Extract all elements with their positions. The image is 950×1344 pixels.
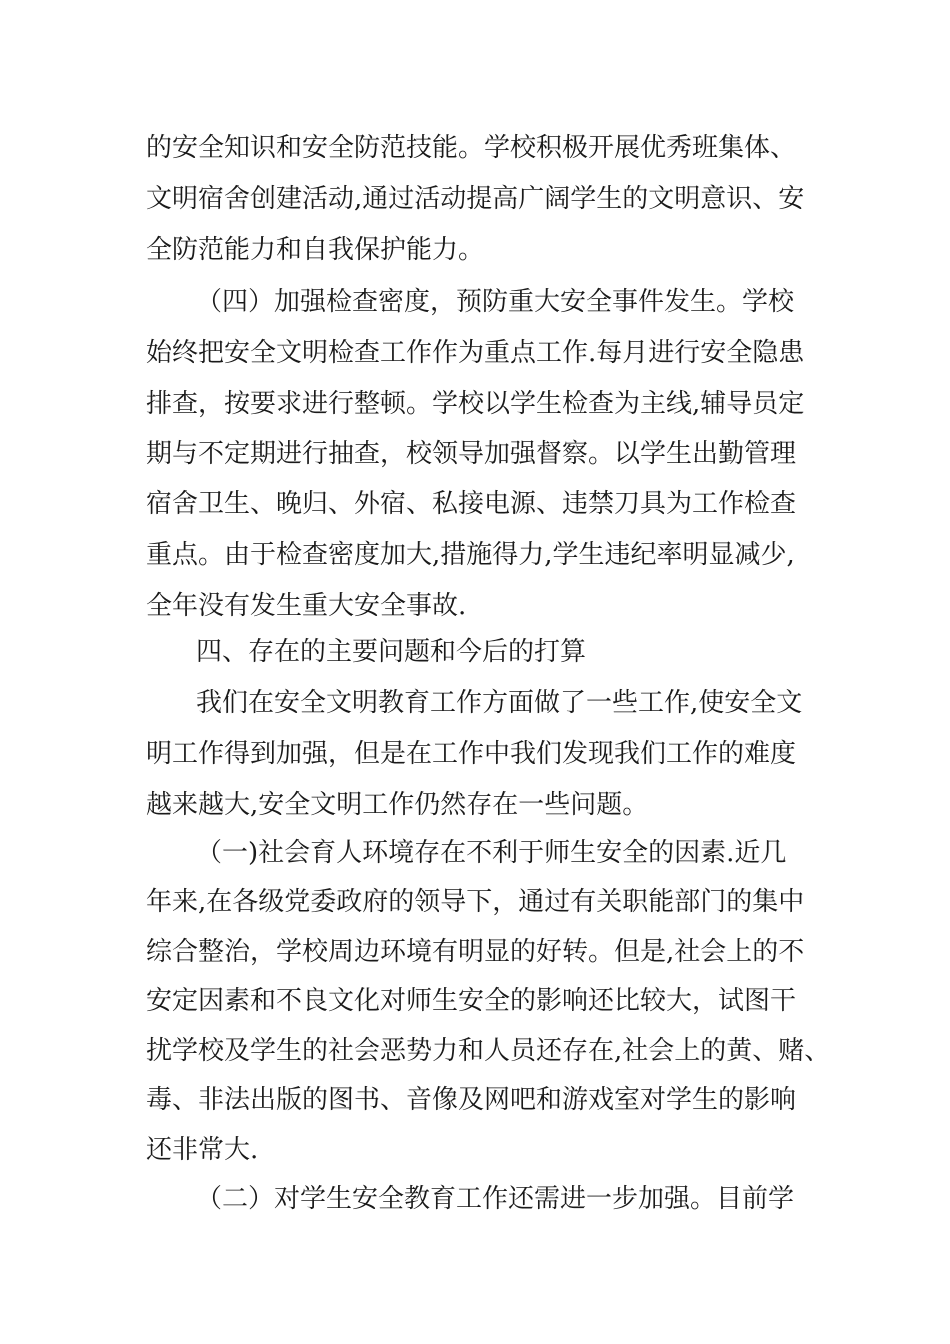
section-heading: 四、存在的主要问题和今后的打算 xyxy=(196,637,587,667)
text-line: 重点。由于检查密度加大,措施得力,学生违纪率明显减少, xyxy=(146,540,795,570)
text-line: 还非常大. xyxy=(146,1135,259,1165)
text-line: 全防范能力和自我保护能力。 xyxy=(146,235,485,265)
text-line: 年来,在各级党委政府的领导下，通过有关职能部门的集中 xyxy=(146,887,805,917)
text-line: 我们在安全文明教育工作方面做了一些工作,使安全文 xyxy=(196,688,803,718)
text-line: （一)社会育人环境存在不利于师生安全的因素.近几 xyxy=(196,838,787,868)
text-line: 毒、非法出版的图书、音像及网吧和游戏室对学生的影响 xyxy=(146,1085,797,1115)
text-line: 文明宿舍创建活动,通过活动提高广阔学生的文明意识、安 xyxy=(146,184,805,214)
text-line: 明工作得到加强，但是在工作中我们发现我们工作的难度 xyxy=(146,739,797,769)
text-line: 宿舍卫生、晚归、外宿、私接电源、违禁刀具为工作检查 xyxy=(146,489,797,519)
text-line: （四）加强检查密度，预防重大安全事件发生。学校 xyxy=(196,287,795,317)
text-line: 期与不定期进行抽查，校领导加强督察。以学生出勤管理 xyxy=(146,439,797,469)
text-line: 始终把安全文明检查工作作为重点工作.每月进行安全隐患 xyxy=(146,338,805,368)
text-line: 全年没有发生重大安全事故. xyxy=(146,591,467,621)
text-line: 越来越大,安全文明工作仍然存在一些问题。 xyxy=(146,790,649,820)
text-line: （二）对学生安全教育工作还需进一步加强。目前学 xyxy=(196,1184,795,1214)
text-line: 排查，按要求进行整顿。学校以学生检查为主线,辅导员定 xyxy=(146,389,805,419)
text-line: 安定因素和不良文化对师生安全的影响还比较大，试图干 xyxy=(146,986,797,1016)
text-line: 扰学校及学生的社会恶势力和人员还存在,社会上的黄、赌、 xyxy=(146,1036,831,1066)
text-line: 综合整治，学校周边环境有明显的好转。但是,社会上的不 xyxy=(146,937,805,967)
text-line: 的安全知识和安全防范技能。学校积极开展优秀班集体、 xyxy=(146,133,797,163)
